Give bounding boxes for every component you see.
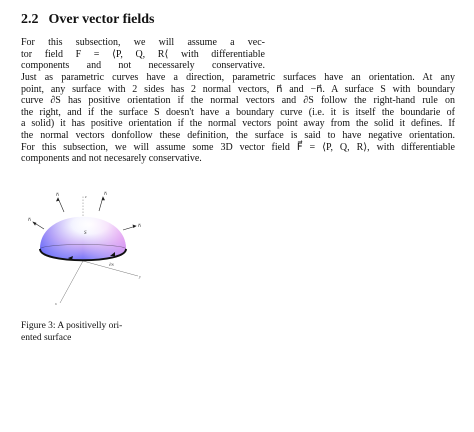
normal-arrowhead: [57, 198, 60, 201]
normal-arrowhead: [33, 222, 36, 225]
oriented-surface-figure: [20, 186, 160, 308]
normal-arrowhead: [102, 197, 105, 200]
x-axis-line: [60, 261, 83, 303]
normal-label: n⃗: [104, 191, 107, 196]
section-heading: [21, 12, 155, 28]
caption-line: Figure 3: A positivelly ori-: [21, 321, 123, 331]
intro-line: components and not necessarely conservative.: [21, 60, 265, 72]
body-line: components and not necesarely conservative.: [21, 153, 202, 165]
intro-line: For this subsection, we will assume a vec-: [21, 37, 265, 48]
normal-arrowhead: [133, 225, 136, 228]
normal-label: n⃗: [56, 192, 59, 197]
figure-caption: [21, 320, 156, 344]
surface-label: S: [84, 231, 87, 236]
body-line: a solid) it has positive orientation if the normal vectors point away from the solid it defines. If: [21, 118, 455, 130]
body-line: point, any surface with 2 sides has 2 normal vectors, n⃗ and −n⃗. A surface S with boundary: [21, 83, 455, 95]
normal-label: n⃗: [28, 217, 31, 222]
y-axis-label: y: [139, 274, 141, 279]
boundary-label: ∂S: [109, 262, 114, 267]
body-line: For this subsection, we will assume some 3D vector field F⃗ = ⟨P, Q, R⟩, with differentiable: [21, 141, 455, 153]
body-line: the right, and if the surface S doesn't have a boundary curve (i.e. it is itself the boundarie of: [21, 106, 455, 118]
intro-line: tor field F = ⟨P, Q, R⟨ with differentiable: [21, 48, 265, 60]
body-line: curve ∂S has positive orientation if the normal vectors and ∂S follow the right-hand rule on: [21, 95, 455, 107]
normal-label: n⃗: [138, 223, 141, 228]
caption-line: ented surface: [21, 333, 72, 343]
section-number: 2.2: [21, 12, 39, 27]
section-title: Over vector fields: [48, 12, 155, 27]
body-line: Just as parametric curves have a direction, parametric surfaces have an orientation. At any: [21, 72, 455, 83]
body-line: the normal vectors donfollow these definition, the surface is said to have negative orientation.: [21, 130, 455, 141]
z-axis-label: z: [85, 194, 87, 199]
x-axis-label: x: [55, 301, 57, 306]
